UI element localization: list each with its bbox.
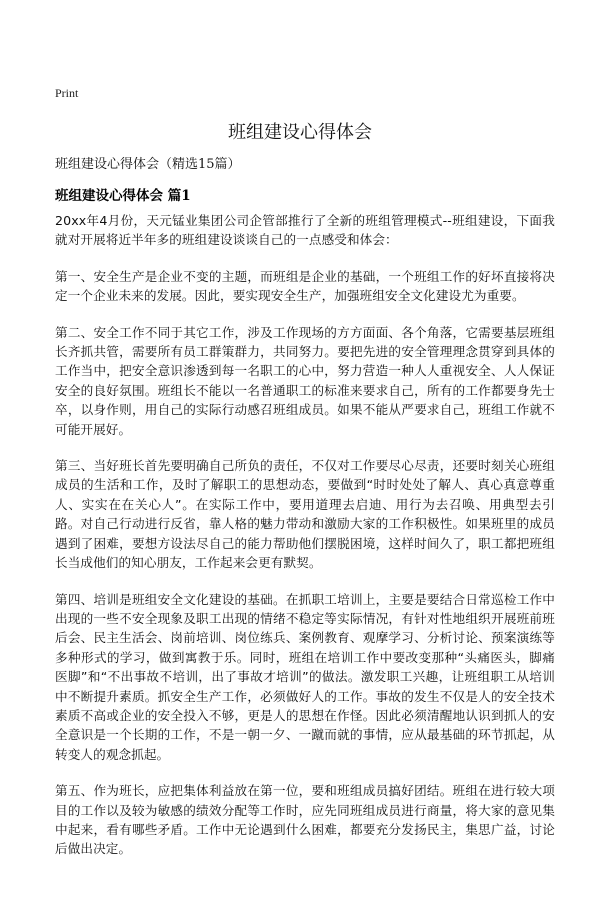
paragraph-point-2: 第二、安全工作不同于其它工作，涉及工作现场的方方面面、各个角落，它需要基层班组长齐抓共管，需要所有员工群策群力，共同努力。要把先进的安全管理理念贯穿到具体的工作当中，把安全意识渗透到每一名职工的心中，努力营造一种人人重视安全、人人保证安全的良好氛围。班组长不能以一名普通职工的标准来要求自己，所有的工作都要身先士卒，以身作则，用自己的实际行动感召班组成员。如果不能从严要求自己，班组工作就不可能开展好。 [55, 324, 555, 437]
paragraph-intro: 20xx年4月份，天元锰业集团公司企管部推行了全新的班组管理模式--班组建设，下面我就对开展将近半年多的班组建设谈谈自己的一点感受和体会： [55, 213, 555, 248]
paragraph-point-3: 第三、当好班长首先要明确自己所负的责任，不仅对工作要尽心尽责，还要时刻关心班组成员的生活和工作，及时了解职工的思想动态，要做到“时时处处了解人、真心真意尊重人、实实在在关心人”。在实际工作中，要用道理去启迪、用行为去召唤、用典型去引路。对自己行动进行反省，靠人格的魅力带动和激励大家的工作积极性。如果班里的成员遇到了困难，要想方设法尽自己的能力帮助他们摆脱困境，这样时间久了，职工都把班组长当成他们的知心朋友，工作起来会更有默契。 [55, 458, 555, 571]
paragraph-point-4: 第四、培训是班组安全文化建设的基础。在抓职工培训上，主要是要结合日常巡检工作中出现的一些不安全现象及职工出现的情绪不稳定等实际情况，有针对性地组织开展班前班后会、民主生活会、岗前培训、岗位练兵、案例教育、观摩学习、分析讨论、预案演练等多种形式的学习，做到寓教于乐。同时，班组在培训工作中要改变那种“头痛医头，脚痛医脚”和“不出事故不培训，出了事故才培训”的做法。激发职工兴趣，让班组职工从培训中不断提升素质。抓安全生产工作，必须做好人的工作。事故的发生不仅是人的安全技术素质不高或企业的安全投入不够，更是人的思想在作怪。因此必须清醒地认识到抓人的安全意识是一个长期的工作，不是一朝一夕、一蹴而就的事情，应从最基础的环节抓起，从转变人的观念抓起。 [55, 591, 555, 762]
section-heading: 班组建设心得体会 篇1 [55, 188, 191, 204]
body-text [55, 211, 555, 876]
document-title: 班组建设心得体会 [228, 122, 372, 143]
print-label: Print [55, 86, 79, 100]
paragraph-point-5: 第五、作为班长，应把集体利益放在第一位，要和班组成员搞好团结。班组在进行较大项目的工作以及较为敏感的绩效分配等工作时，应先同班组成员进行商量，将大家的意见集中起来，看有哪些矛盾。工作中无论遇到什么困难，都要充分发扬民主，集思广益，讨论后做出决定。 [55, 783, 555, 857]
paragraph-point-1: 第一、安全生产是企业不变的主题，而班组是企业的基础，一个班组工作的好坏直接将决定一个企业未来的发展。因此，要实现安全生产，加强班组安全文化建设尤为重要。 [55, 268, 555, 304]
document-subtitle: 班组建设心得体会（精选15篇） [55, 157, 241, 172]
